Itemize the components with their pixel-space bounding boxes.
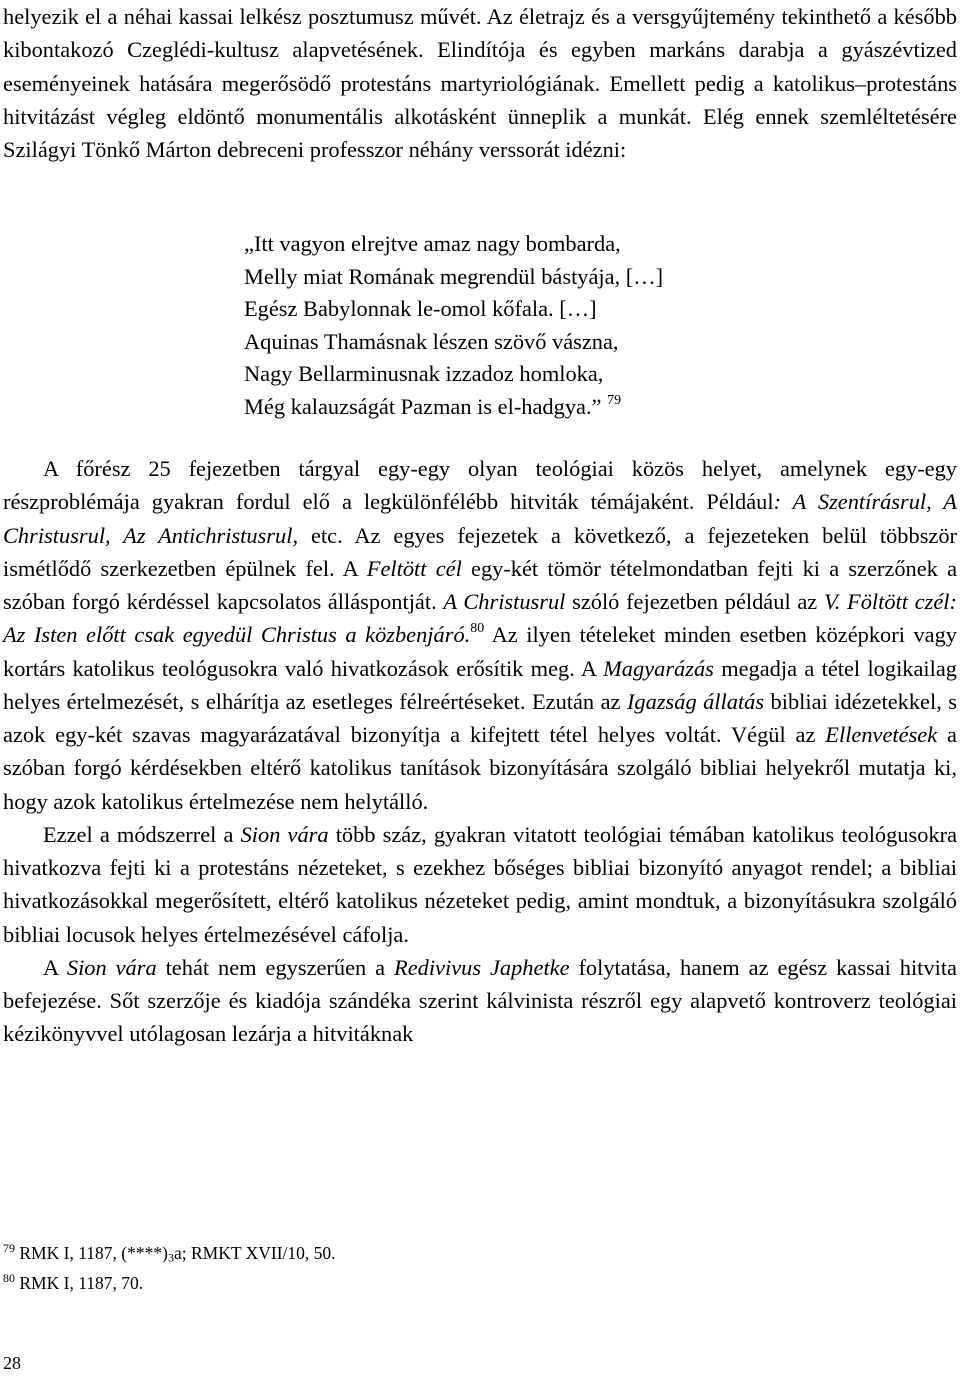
italic-term: Feltött cél xyxy=(366,555,462,581)
footnote-number: 79 xyxy=(3,1240,15,1255)
footnote-79 xyxy=(3,1240,336,1270)
text-run: a szóban forgó kérdésekben eltérő katolikus tanítások bizonyítására szolgáló bibliai helyekről mutatja ki, hogy azok katolikus értelmezése nem helytálló. xyxy=(3,722,957,814)
text-run: Ezzel a módszerrel a xyxy=(43,821,241,847)
italic-titles: : A Szentírásrul, A Christusrul, Az Antichristusrul, xyxy=(3,489,957,548)
footnote-80 xyxy=(3,1270,336,1296)
footnote-subscript: 3 xyxy=(167,1250,174,1265)
footnote-text: RMK I, 1187, (****) xyxy=(19,1243,168,1263)
text-run: etc. Az egyes fejezetek a következő, a fejezeteken belül többször ismétlődő szerkezetben épülnek fel. A xyxy=(3,522,957,581)
footnote-text: a; RMKT XVII/10, 50. xyxy=(173,1243,336,1263)
verse-line-3: Egész Babylonnak le-omol kőfala. […] xyxy=(244,296,597,322)
italic-term: Igazság állatás xyxy=(626,688,765,714)
page-number: 28 xyxy=(3,1353,21,1373)
italic-term: Ellenvetések xyxy=(825,722,938,747)
body-text xyxy=(3,452,957,1051)
verse-line-2: Melly miat Romának megrendül bástyája, […] xyxy=(244,263,664,289)
verse-line-6-text: Még kalauzságát Pazman is el-hadgya.” xyxy=(244,393,602,419)
document-page xyxy=(3,0,957,166)
footnote-ref-80[interactable]: 80 xyxy=(470,621,485,637)
text-run: egy-két tömör tételmondatban fejti ki a szerzőnek a szóban forgó kérdéssel kapcsolatos álláspontját. xyxy=(3,555,958,614)
text-run: A főrész 25 fejezetben tárgyal egy-egy olyan teológiai közös helyet, amelynek egy-egy részproblémája gyakran fordul elő a legkülönfélébb hitviták témájaként. Például xyxy=(3,456,957,515)
footnote-text: RMK I, 1187, 70. xyxy=(19,1273,144,1294)
text-run: Az ilyen tételeket minden esetben középkori vagy kortárs katolikus teológusokra való hivatkozások erősítik meg. A xyxy=(3,622,957,681)
paragraph-intro xyxy=(3,0,957,166)
verse-line-5: Nagy Bellarminusnak izzadoz homloka, xyxy=(244,361,604,387)
text-run: bibliai idézetekkel, s azok egy-két szavas magyarázatával bizonyítja a kifejtett tétel helyes voltát. Végül az xyxy=(3,688,957,747)
paragraph-method xyxy=(3,818,957,951)
italic-quote: V. Föltött czél: Az Isten előtt csak egyedül Christus a közbenjáró. xyxy=(3,589,957,648)
italic-title: Redivivus Japhetke xyxy=(394,954,570,980)
footnote-ref-79[interactable]: 79 xyxy=(607,393,622,409)
verse-line-4: Aquinas Thamásnak lészen szövő vászna, xyxy=(244,328,619,354)
footnotes xyxy=(3,1240,336,1296)
italic-term: Magyarázás xyxy=(603,655,714,681)
verse-quotation xyxy=(244,228,663,424)
italic-title: Sion vára xyxy=(66,954,157,980)
italic-term: A Christusrul xyxy=(443,589,566,614)
verse-line-1: „Itt vagyon elrejtve amaz nagy bombarda, xyxy=(244,231,621,256)
verse-line-6 xyxy=(244,391,663,424)
text-run: megadja a tétel logikailag helyes értelmezését, s elhárítja az esetleges félreértéseket. Ezután az xyxy=(3,655,957,714)
text-run: tehát nem egyszerűen a xyxy=(156,954,395,980)
text-run: szóló fejezetben például az xyxy=(565,589,824,614)
italic-title: Sion vára xyxy=(240,821,329,847)
footnote-number: 80 xyxy=(3,1271,15,1286)
text-run: A xyxy=(43,954,67,980)
paragraph-intro-text: helyezik el a néhai kassai lelkész posztumusz művét. Az életrajz és a versgyűjtemény tekinthető a később kibontakozó Czeglédi-kultusz alapvetésének. Elindítója és egyben markáns darabja a gyászévtized eseményeinek hatására megerősödő protestáns martyriológiának. Emellett pedig a katolikus–protestáns hitvitázást végleg eldöntő monumentális alkotásként ünneplik a munkát. Elég ennek szemléltetésére Szilágyi Tönkő Márton debreceni professzor néhány verssorát idézni: xyxy=(3,4,957,162)
text-run: több száz, gyakran vitatott teológiai témában katolikus teológusokra hivatkozva fejti ki a protestáns nézeteket, s ezekhez bőséges bibliai bizonyító anyagot rendel; a bibliai hivatkozásokkal megerősített, eltérő katolikus nézeteket pedig, amint mondtuk, a bizonyításukra szolgáló bibliai locusok helyes értelmezésével cáfolja. xyxy=(3,821,958,947)
text-run: folytatása, hanem az egész kassai hitvita befejezése. Sőt szerzője és kiadója szándéka szerint kálvinista részről egy alapvető kontroverz teológiai kézikönyvvel utólagosan lezárja a hitvitáknak xyxy=(3,954,957,1047)
paragraph-conclusion xyxy=(3,951,957,1051)
paragraph-structure xyxy=(3,452,957,818)
